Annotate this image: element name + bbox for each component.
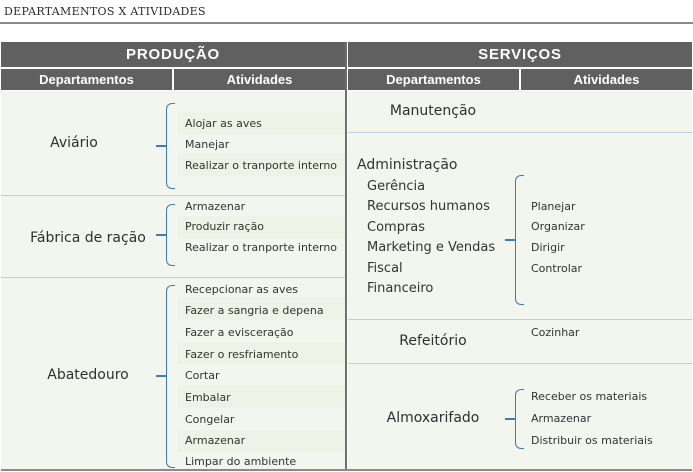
activity-item: Realizar o tranporte interno [185, 159, 338, 172]
brace-tick [156, 375, 167, 377]
producao-col-atividades: Atividades [174, 69, 345, 90]
dept-administracao: Administração [357, 157, 458, 173]
servicos-header: SERVIÇOS [348, 42, 692, 67]
row-separator [1, 277, 345, 278]
activity-item: Fazer a evisceração [185, 326, 294, 339]
row-separator [348, 132, 692, 133]
activity-item: Limpar do ambiente [185, 455, 297, 468]
activity-item: Alojar as aves [185, 117, 262, 130]
subdept-item: Financeiro [367, 281, 434, 296]
dept-abatedouro: Abatedouro [47, 367, 129, 383]
brace-tick [505, 418, 516, 420]
activity-item: Fazer a sangria e depena [185, 304, 324, 317]
subdept-item: Compras [367, 220, 426, 235]
row-separator [348, 319, 692, 320]
activity-item: Embalar [185, 391, 231, 404]
activity-item: Realizar o tranporte interno [185, 241, 338, 254]
activity-item: Organizar [531, 220, 585, 233]
activity-item: Cozinhar [531, 326, 580, 339]
activity-item: Dirigir [531, 241, 565, 254]
brace-tick [156, 145, 167, 147]
activity-item: Manejar [185, 138, 230, 151]
dept-refeitorio: Refeitório [399, 333, 467, 349]
servicos-col-departamentos: Departamentos [348, 69, 519, 90]
page-title: DEPARTAMENTOS X ATIVIDADES [4, 5, 206, 18]
brace-almoxarifado [515, 389, 524, 449]
subdept-item: Fiscal [367, 261, 403, 276]
activity-item: Recepcionar as aves [185, 283, 298, 296]
brace-tick [505, 239, 516, 241]
activity-item: Controlar [531, 262, 583, 275]
subdept-item: Recursos humanos [367, 199, 490, 214]
activity-item: Cortar [185, 369, 220, 382]
activity-item: Receber os materiais [531, 390, 648, 403]
dept-manutencao: Manutenção [389, 103, 477, 119]
row-separator [348, 363, 692, 364]
activity-item: Congelar [185, 413, 235, 426]
brace-aviario [166, 103, 175, 189]
row-separator [1, 195, 345, 196]
activity-item: Armazenar [185, 200, 246, 213]
dept-almoxarifado: Almoxarifado [386, 410, 480, 426]
brace-administracao [515, 175, 524, 305]
servicos-col-atividades: Atividades [521, 69, 692, 90]
subdept-item: Marketing e Vendas [367, 240, 496, 255]
activity-item: Armazenar [185, 434, 246, 447]
brace-tick [156, 234, 167, 236]
dept-fabrica-de-racao: Fábrica de ração [30, 230, 146, 246]
brace-fabrica-de-racao [166, 204, 175, 266]
activity-item: Distribuir os materiais [531, 434, 653, 447]
dept-aviario: Aviário [50, 135, 98, 151]
activity-item: Planejar [531, 200, 576, 213]
producao-col-departamentos: Departamentos [1, 69, 172, 90]
subdept-item: Gerência [367, 179, 426, 194]
activity-item: Armazenar [531, 412, 592, 425]
producao-header: PRODUÇÃO [1, 42, 345, 67]
bottom-border [1, 469, 692, 471]
center-divider [345, 42, 347, 470]
activity-item: Fazer o resfriamento [185, 348, 299, 361]
activity-item: Produzir ração [185, 220, 265, 233]
brace-abatedouro [166, 285, 175, 468]
